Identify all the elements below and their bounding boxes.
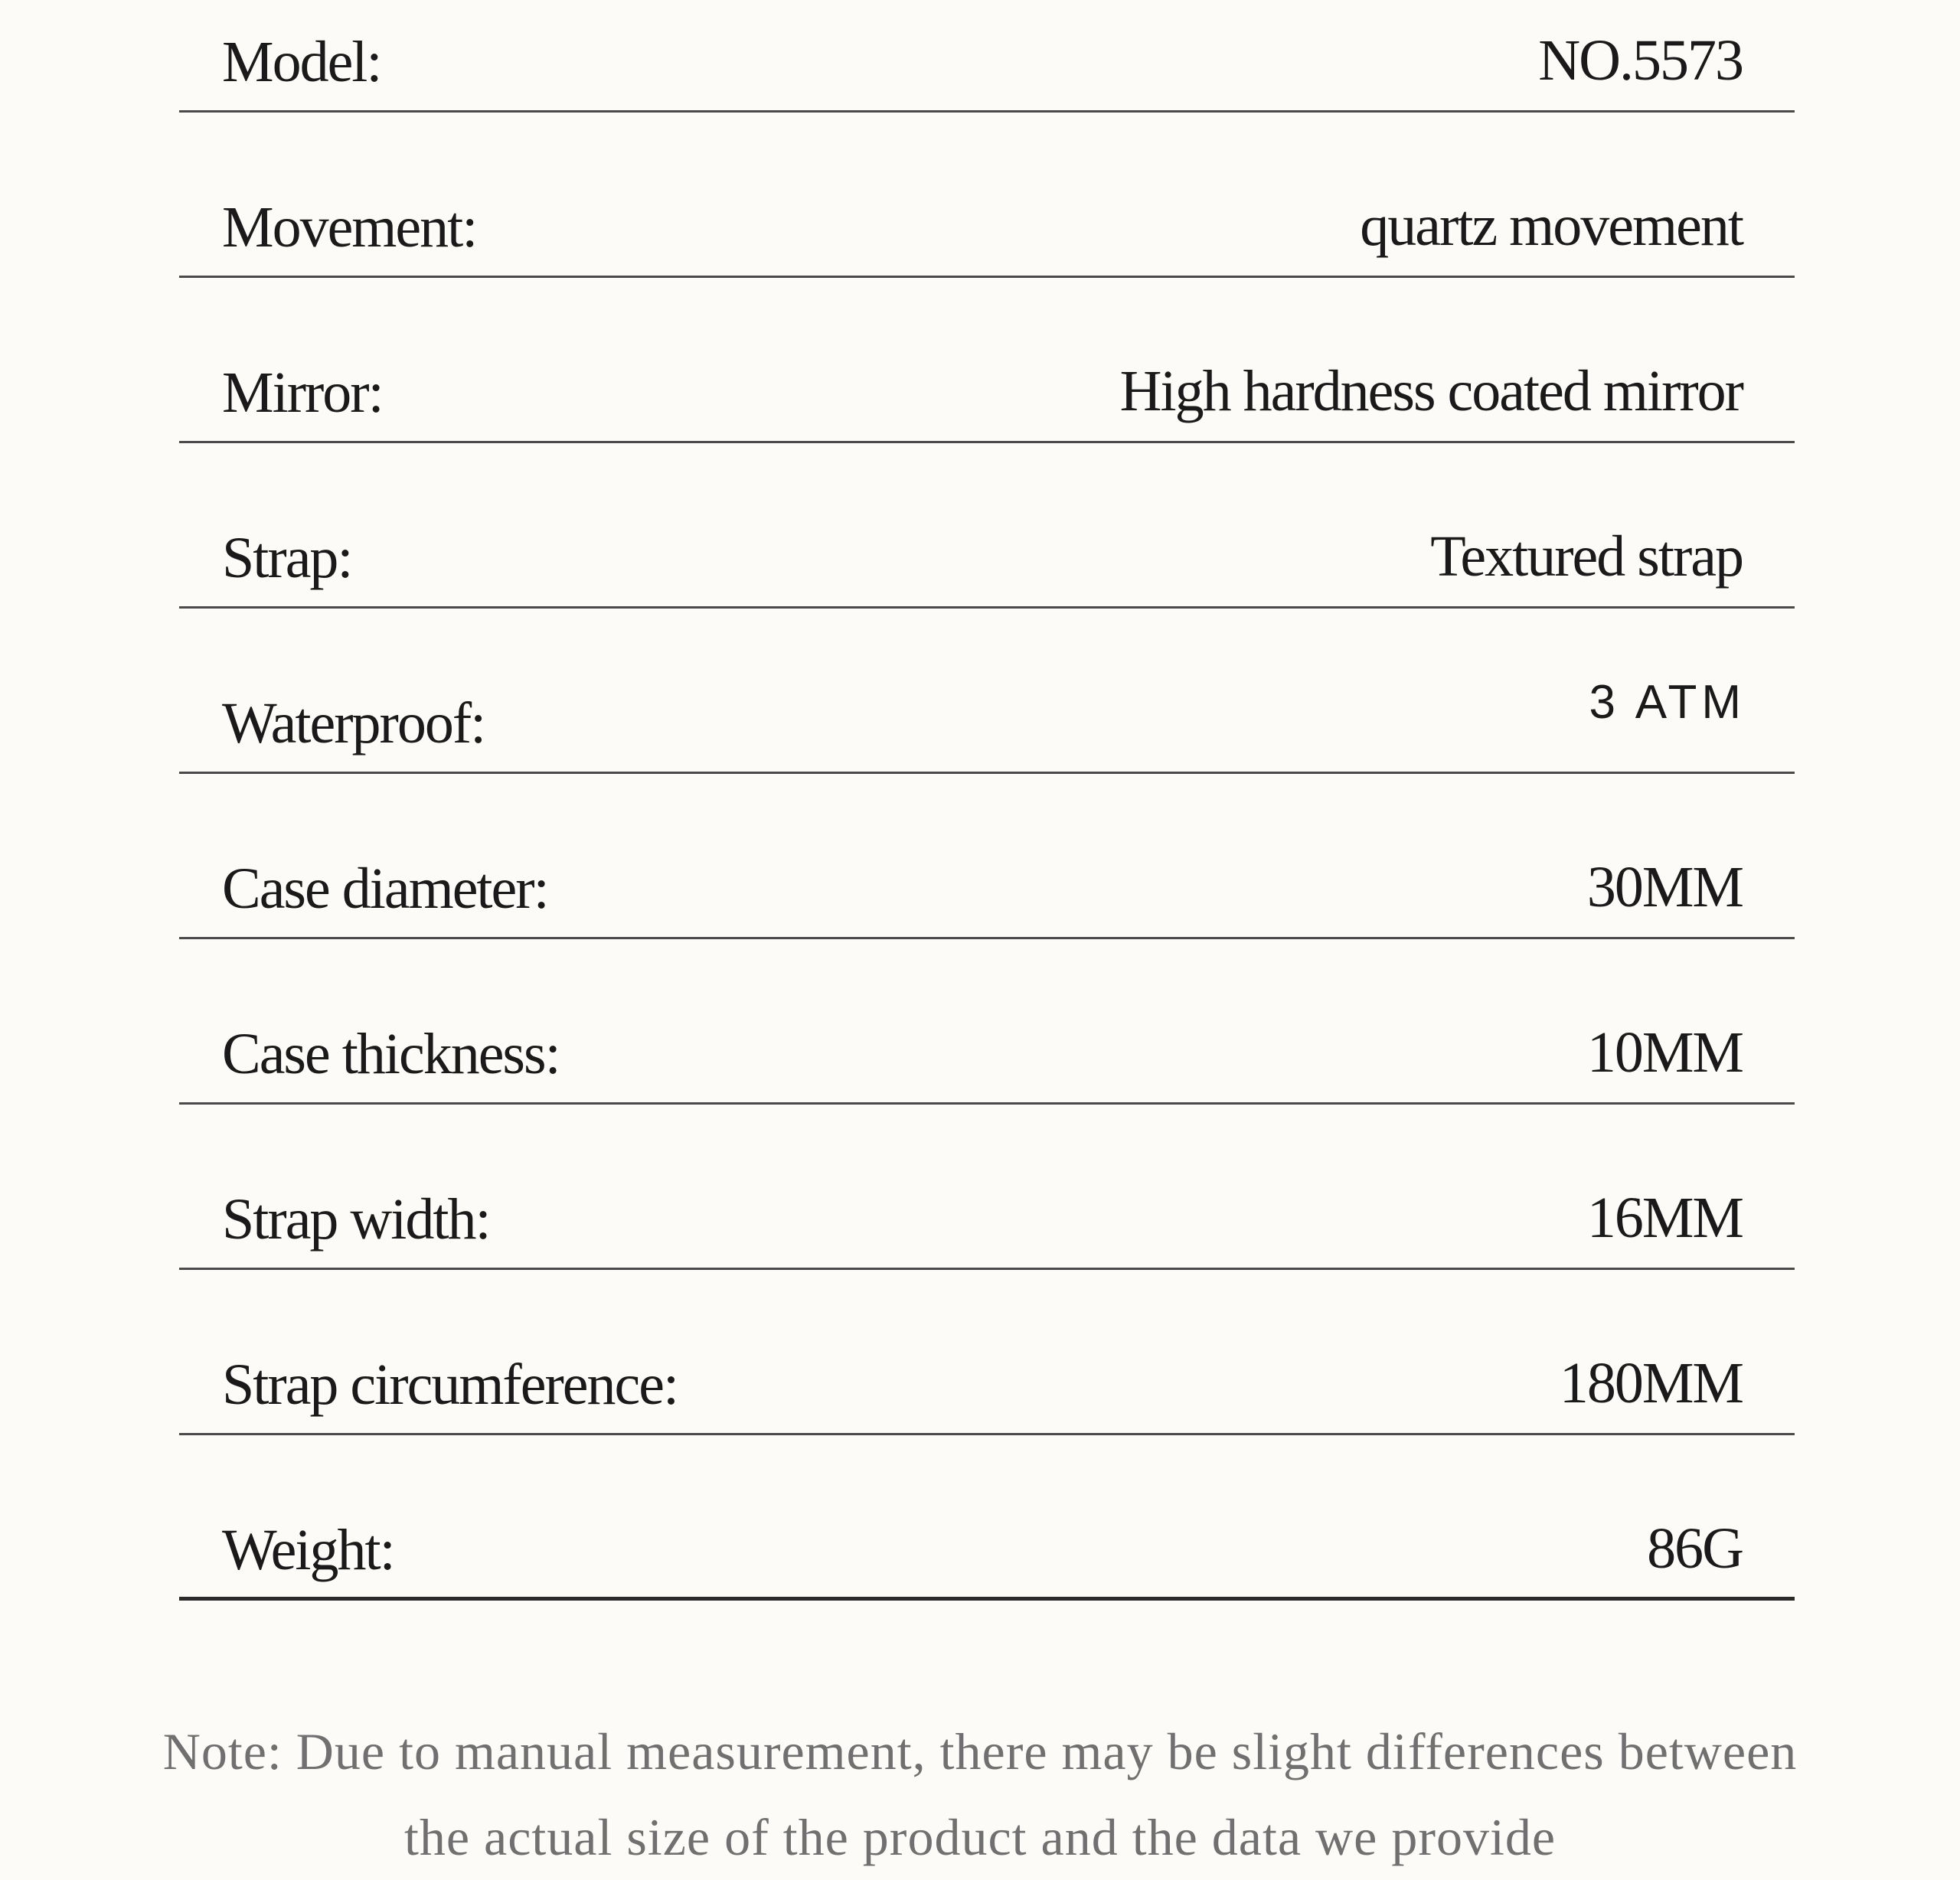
spec-label: Waterproof: [222,691,485,756]
spec-value: 30MM [1586,855,1743,919]
spec-value: quartz movement [1360,194,1743,258]
note-line-2: the actual size of the product and the data we provide [403,1808,1557,1866]
spec-label: Mirror: [222,361,383,425]
spec-row-mirror [179,278,1795,443]
spec-label: Strap: [222,526,352,590]
spec-row-movement [179,113,1795,278]
spec-value: 10MM [1586,1020,1743,1085]
spec-value: 86G [1647,1516,1743,1581]
spec-label: Strap width: [222,1187,490,1252]
note-line-1: Note: Due to manual measurement, there may be slight differences between [162,1722,1798,1780]
spec-label: Case diameter: [222,857,548,921]
spec-label: Movement: [222,195,477,259]
measurement-note [46,1709,1914,1880]
spec-label: Strap circumference: [222,1353,678,1417]
spec-value: 180MM [1559,1351,1743,1415]
spec-row-case-thickness [179,939,1795,1105]
spec-value: NO.5573 [1538,28,1743,93]
spec-row-strap-circumference [179,1270,1795,1435]
spec-value: Textured strap [1430,524,1743,589]
spec-row-case-diameter [179,774,1795,939]
spec-row-strap-width [179,1105,1795,1270]
spec-row-strap [179,443,1795,609]
spec-label: Model: [222,30,381,94]
spec-value: 16MM [1586,1186,1743,1250]
spec-table [179,0,1795,1601]
spec-row-model [179,0,1795,113]
spec-label: Weight: [222,1518,394,1582]
spec-value: 3 ATM [1589,676,1746,729]
spec-label: Case thickness: [222,1022,560,1086]
spec-row-waterproof [179,609,1795,774]
spec-value: High hardness coated mirror [1119,359,1743,423]
spec-row-weight [179,1435,1795,1601]
